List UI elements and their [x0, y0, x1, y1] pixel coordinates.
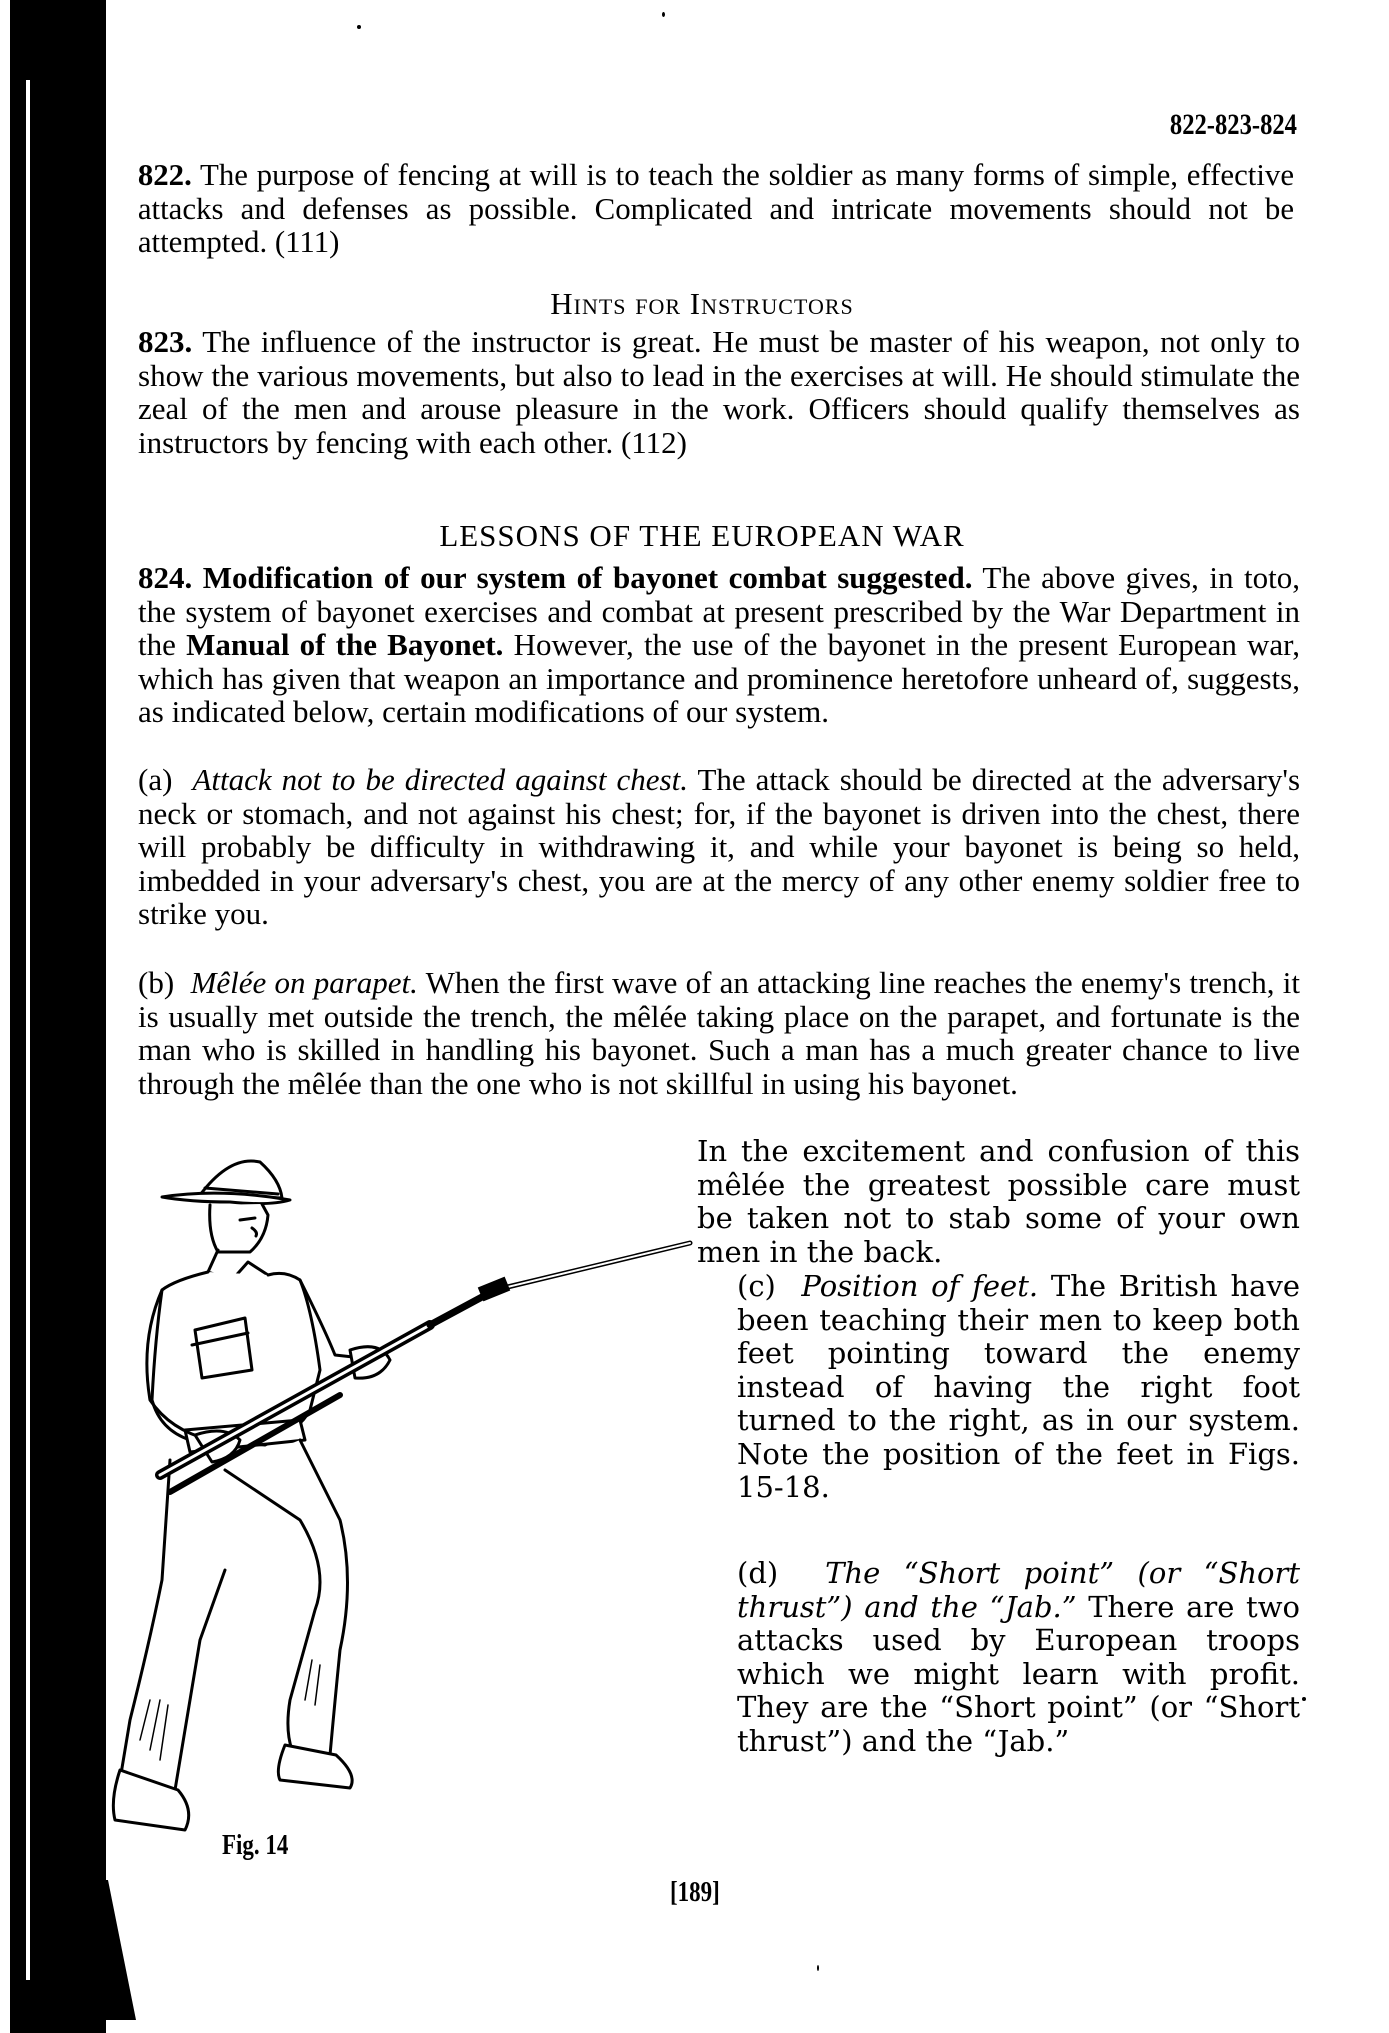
section-number: 823. — [138, 324, 193, 359]
scan-binding-edge — [10, 0, 106, 2033]
scan-speck — [662, 12, 665, 17]
item-text: There are two attacks used by European troops which we might learn with profit. They are the “Short point” (or “Short thrust”) and the “Jab.” — [737, 1589, 1300, 1758]
page-header-section-range: 822-823-824 — [1169, 108, 1297, 141]
paragraph-824 — [104, 561, 1300, 729]
section-text-continued: However, the use of the bayonet in the present European war, which has given that weapon an importance and prominence heretofore unheard of, suggests, as indicated below, certain modifications of our system. — [138, 627, 1301, 729]
item-text: The attack should be directed at the adversary's neck or stomach, and not against his chest; for, if the bayonet is driven into the chest, there will probably be difficulty in withdrawing it, and while your bayonet is being so held, imbedded in your adversary's chest, you are at the mercy of any other enemy soldier free to strike you. — [138, 762, 1301, 931]
item-text-continued: In the excitement and confusion of this mêlée the greatest possible care must be taken not to stab some of your own men in the back. — [697, 1134, 1300, 1269]
section-text: The influence of the instructor is great. He must be master of his weapon, not only to show the various movements, but also to lead in the exercises at will. He should stimulate the zeal of the men and arouse pleasure in the work. Officers should qualify themselves as instructors by fencing with each other. (112) — [138, 324, 1300, 460]
item-title: The “Short point” (or “Short thrust”) and the “Jab.” — [737, 1556, 1301, 1624]
section-text: The purpose of fencing at will is to teach the soldier as many forms of simple, effective attacks and defenses as possible. Complicated and intricate movements should not be attempted. (111) — [137, 157, 1295, 259]
soldier-bayonet-icon — [100, 1140, 700, 1840]
paragraph-822 — [104, 158, 1300, 259]
paragraph-823 — [104, 325, 1300, 459]
heading-lessons-of-the-european-war: LESSONS OF THE EUROPEAN WAR — [439, 518, 965, 553]
section-number: 822. — [137, 157, 192, 192]
scan-binding-gap — [26, 80, 30, 1980]
section-title: Modification of our system of bayonet combat suggested. — [202, 560, 973, 595]
item-c — [697, 1270, 1300, 1505]
item-label: (b) — [138, 965, 175, 1000]
item-label: (c) — [737, 1269, 776, 1303]
scan-speck — [357, 25, 361, 29]
figure-caption: Fig. 14 — [222, 1830, 289, 1861]
page-number: [189] — [670, 1877, 720, 1908]
item-a — [104, 763, 1300, 931]
manual-reference: Manual of the Bayonet. — [186, 627, 504, 662]
scan-speck — [1302, 1697, 1306, 1701]
item-label: (d) — [737, 1556, 779, 1590]
item-b-continued — [697, 1135, 1300, 1269]
item-d — [697, 1557, 1300, 1758]
heading-hints-for-instructors: Hints for Instructors — [550, 286, 854, 321]
section-text: The above gives, in toto, the system of bayonet exercises and combat at present prescribed by the War Department in the — [138, 560, 1300, 662]
item-text: When the first wave of an attacking line reaches the enemy's trench, it is usually met outside the trench, the mêlée taking place on the parapet, and fortunate is the man who is skilled in handling his bayonet. Such a man has a much greater chance to live through the mêlée than the one who is not skillful in using his bayonet. — [138, 965, 1300, 1101]
figure-14-soldier-illustration — [100, 1140, 700, 1840]
item-title: Position of feet. — [801, 1269, 1039, 1303]
section-number: 824. — [138, 560, 193, 595]
item-b — [104, 966, 1300, 1100]
scan-speck — [817, 1965, 819, 1971]
item-title: Attack not to be directed against chest. — [192, 762, 688, 797]
item-title: Mêlée on parapet. — [190, 965, 418, 1000]
scan-binding-tail — [96, 1880, 136, 2020]
item-text: The British have been teaching their men to keep both feet pointing toward the enemy instead of having the right foot turned to the right, as in our system. Note the position of the feet in Figs. 15-18. — [737, 1269, 1300, 1504]
item-label: (a) — [138, 762, 173, 797]
